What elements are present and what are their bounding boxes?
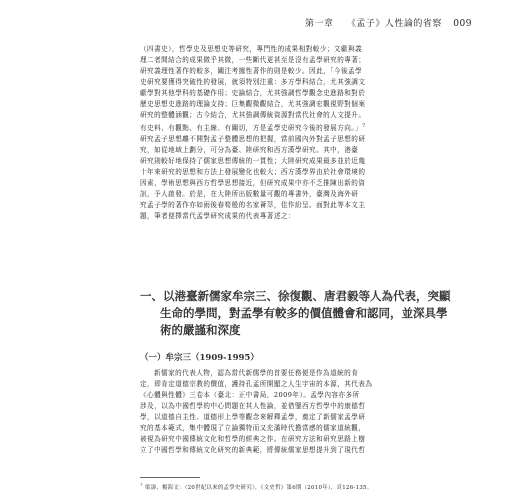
text-line: 歷史思想史進路的理論支持；巨集觀微觀結合，尤其強調宏觀視野對個案 bbox=[140, 100, 366, 108]
chapter-label: 第一章 bbox=[305, 19, 334, 29]
text-line: 被視為研究中國傳統文化和哲學的經典之作。在研究方法和研究思路上樹 bbox=[140, 435, 366, 443]
text-line: 獻學對其他學科的基礎作用；史論結合，尤其強調哲學觀念史進路和對於 bbox=[140, 89, 366, 97]
footnote-text: 梁濤、楊海文：〈20世紀以來的孟學史研究〉，《文史哲》第6期（2010年），頁126-135。 bbox=[144, 484, 373, 491]
text-line: 史研究要獲得突破性的發展，就須特別注重：多方學科結合，尤其強調文 bbox=[140, 78, 366, 86]
text-line: 新儒家的代表人物，認為當代新儒學的首要任務便是作為道統的肯 bbox=[154, 369, 359, 377]
text-line: 究的基本範式，集中體現了立論獨特而又充滿時代擔當感的儒家道統觀， bbox=[140, 424, 366, 432]
footnote-number: 7 bbox=[140, 482, 143, 487]
text-line: 訊，予人啟發。於是，在大陸所出版數量可觀的專書外，臺灣及海外研 bbox=[140, 190, 359, 199]
text-line: 《心體與性體》三卷本（臺北：正中書局，2009年）。孟學內容亦多所 bbox=[140, 391, 360, 399]
text-line: 研究孟子思想離不開對孟子整體思想的把握，當前國內外對孟子思想的研 bbox=[140, 135, 366, 144]
text-line: 理二者間結合的成果微乎其微，一些斷代更甚至是沒有孟學研究的專著； bbox=[140, 56, 366, 64]
text-line: 立了中國哲學和傳統文化研究的新典範，將傳統儒家思想提升到了現代哲 bbox=[140, 446, 366, 454]
text-line bbox=[140, 121, 402, 134]
text-line: 學，以道德自主性、道德形上學等觀念來解釋孟學，奠定了新儒家孟學研 bbox=[140, 413, 366, 421]
text-line: 因素，學術思想與西方哲學思想接近，但研究成果中亦不乏推陳出新的資 bbox=[140, 179, 366, 188]
text-line: 十年來研究的思想和方法上發展變化也較大；西方漢學界由於社會環境的 bbox=[140, 168, 366, 177]
text-line: 究孟子學的著作亦如雨後春筍般的名家薈萃，佳作紛呈。面對此等本文主 bbox=[140, 201, 366, 210]
quote-text: 有史料、有觀點、有主線、有關切，方是孟學史研究今後的發展方向。」 bbox=[140, 124, 363, 133]
footnote-marker[interactable]: 7 bbox=[362, 123, 366, 129]
section-heading-line: 生命的學問，對孟學有較多的價值體會和認同，並深具學 bbox=[160, 306, 448, 320]
text-line: 定，即肯定道德宗教的價值，護持孔孟所開顯之人生宇宙的本源，其代表為 bbox=[140, 380, 373, 388]
text-line: （四書史），哲學史及思想史等研究，專門性的成果相對較少；文獻與義 bbox=[140, 45, 363, 53]
section-heading-line: 一、以港臺新儒家牟宗三、徐復觀、唐君毅等人為代表，突顯 bbox=[140, 289, 451, 303]
text-line: 研究義理性著作的較多，關注考據性著作的則是較少。因此，「今後孟學 bbox=[140, 67, 363, 75]
text-line: 研究則較好地保持了儒家思想傳統的一貫性；大陸研究成果最多並於近幾 bbox=[140, 157, 366, 166]
section-heading-line: 術的嚴謹和深度 bbox=[160, 323, 241, 337]
footnote-divider bbox=[140, 477, 200, 478]
running-header bbox=[305, 16, 505, 30]
chapter-title: 《孟子》人性論的省察 bbox=[346, 19, 442, 29]
page-number: 009 bbox=[453, 19, 472, 29]
text-line: 研究的整體涵觀；古今結合，尤其強調傳統資源對當代社會的人文提升。 bbox=[140, 111, 366, 119]
footnote bbox=[140, 481, 402, 492]
text-line: 涉及，以為中國哲學的中心問題在其人性論，並借鑒西方哲學中的康德哲 bbox=[140, 402, 366, 410]
body-paragraph bbox=[140, 44, 402, 244]
body-paragraph bbox=[140, 368, 402, 468]
text-line: 究，如從地域上劃分，可分為臺、陸研究和西方漢學研究。其中，港臺 bbox=[140, 146, 359, 155]
subsection-heading: （一）牟宗三（1909-1995） bbox=[140, 353, 259, 363]
section-heading bbox=[140, 288, 451, 339]
text-line: 題，筆者便擇當代孟學研究成果的代表專著述之： bbox=[140, 212, 295, 221]
